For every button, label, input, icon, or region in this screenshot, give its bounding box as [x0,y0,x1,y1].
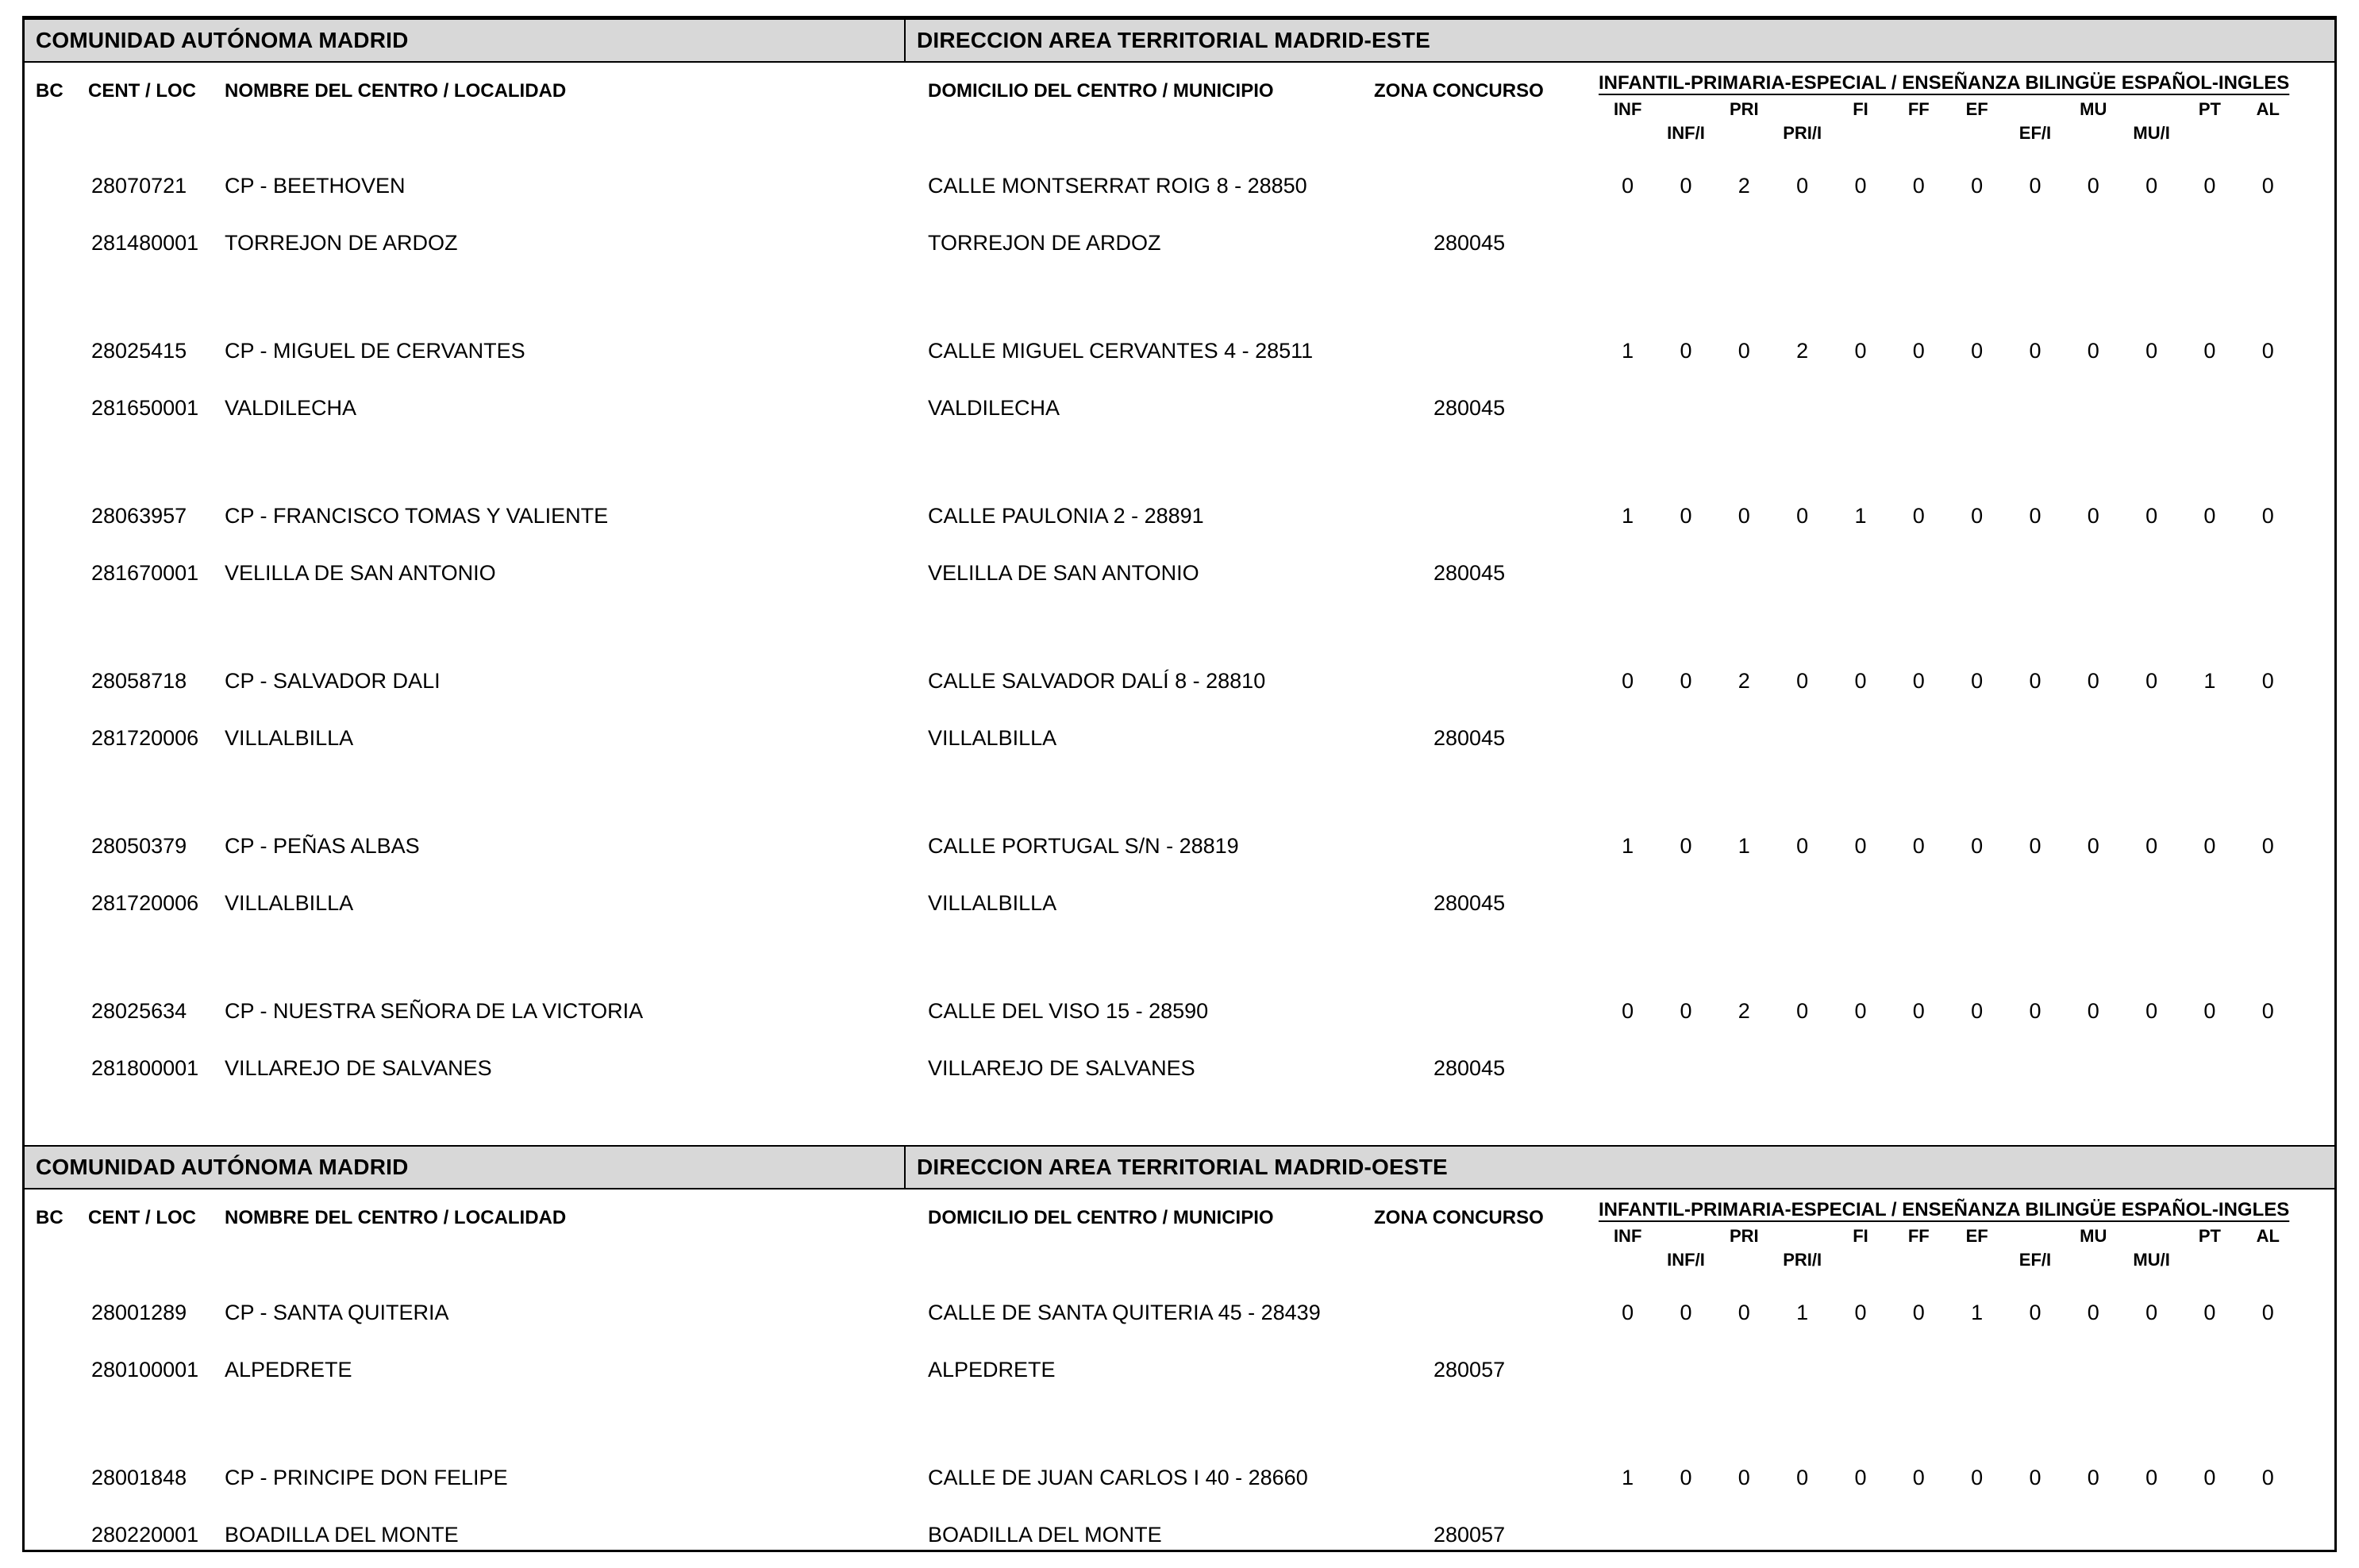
vacancy-count: 1 [1622,504,1634,528]
vacancy-count: 1 [1971,1301,1984,1324]
vacancy-report-sheet [22,16,2337,1552]
vacancy-values-row [1599,1301,2297,1325]
section-header-bar [25,1145,2334,1189]
center-code: 28070721 [91,174,187,198]
subcol-label: INF [1613,99,1642,119]
subcol-label: FF [1907,1226,1930,1246]
subcol-label: INF/I [1667,1250,1705,1270]
school-entry [25,650,2334,815]
vacancy-count: 0 [1622,669,1634,693]
school-name: CP - BEETHOVEN [225,174,406,198]
locality-code: 280220001 [91,1523,199,1547]
school-name-column-label: NOMBRE DEL CENTRO / LOCALIDAD [225,80,567,102]
vacancy-count: 0 [1971,504,1984,528]
vacancy-count: 0 [2087,1301,2099,1324]
school-name: CP - NUESTRA SEÑORA DE LA VICTORIA [225,999,644,1023]
school-entry [25,1447,2334,1552]
vacancy-count: 1 [1622,834,1634,858]
vacancy-count: 0 [1971,339,1984,363]
vacancy-count: 0 [1622,174,1634,198]
zona-concurso-code: 280057 [1433,1523,1506,1547]
school-entry [25,320,2334,485]
subcol-label: MU/I [2133,1250,2170,1270]
vacancy-count: 0 [2029,339,2042,363]
zona-concurso-column-label: ZONA CONCURSO [1374,80,1544,102]
vacancy-count: 0 [1854,174,1867,198]
vacancy-count: 1 [2203,669,2216,693]
vacancy-values-row [1599,339,2297,363]
subcol-label: MU [2080,99,2107,119]
center-code: 28050379 [91,834,187,858]
vacancy-count: 0 [1738,1301,1750,1324]
subcol-label: INF/I [1667,123,1705,143]
school-name: CP - SANTA QUITERIA [225,1301,449,1324]
school-address: CALLE SALVADOR DALÍ 8 - 28810 [928,669,1266,693]
vacancy-count: 0 [2203,1301,2216,1324]
subcol-label: FI [1853,99,1868,119]
school-address: CALLE MONTSERRAT ROIG 8 - 28850 [928,174,1307,198]
vacancy-count: 0 [2029,834,2042,858]
vacancy-count: 0 [1912,999,1925,1023]
vacancy-count: 0 [2145,339,2158,363]
vacancy-values-row [1599,504,2297,528]
center-code: 28025634 [91,999,187,1023]
subcol-label: AL [2256,99,2280,119]
vacancy-count: 0 [2145,1301,2158,1324]
vacancy-count: 0 [1912,339,1925,363]
school-name: CP - MIGUEL DE CERVANTES [225,339,525,363]
subcol-label: MU/I [2133,123,2170,143]
address-column-label: DOMICILIO DEL CENTRO / MUNICIPIO [928,1207,1274,1228]
vacancy-count: 0 [1854,1301,1867,1324]
vacancy-count: 0 [1738,339,1750,363]
school-entry [25,485,2334,650]
vacancy-count: 0 [2029,1466,2042,1489]
locality-name: ALPEDRETE [225,1358,352,1382]
subcol-label: PT [2198,1226,2221,1246]
zona-concurso-code: 280045 [1433,396,1506,420]
vacancy-count: 1 [1796,1301,1809,1324]
subcol-label: PRI/I [1783,123,1822,143]
zona-concurso-code: 280045 [1433,561,1506,585]
vacancy-values-row [1599,669,2297,694]
school-entry [25,980,2334,1145]
vacancy-count: 0 [1680,834,1692,858]
subcol-label: FF [1907,99,1930,119]
specialty-subcolumn-row [1599,1226,2297,1270]
vacancy-count: 0 [1912,669,1925,693]
subcol-label: PT [2198,99,2221,119]
vacancy-count: 0 [1738,504,1750,528]
locality-code: 281720006 [91,891,199,915]
bc-column-label: BC [36,1207,63,1228]
municipality-name: VILLALBILLA [928,891,1057,915]
school-name-column-label: NOMBRE DEL CENTRO / LOCALIDAD [225,1207,567,1228]
municipality-name: VELILLA DE SAN ANTONIO [928,561,1199,585]
vacancy-count: 0 [2203,504,2216,528]
subcol-label: EF [1965,99,1988,119]
community-label: COMUNIDAD AUTÓNOMA MADRID [36,28,409,52]
municipality-name: TORREJON DE ARDOZ [928,231,1161,255]
school-address: CALLE PAULONIA 2 - 28891 [928,504,1204,528]
vacancy-count: 0 [1680,174,1692,198]
vacancy-count: 0 [1912,174,1925,198]
community-label: COMUNIDAD AUTÓNOMA MADRID [36,1155,409,1179]
vacancy-count: 0 [2029,504,2042,528]
locality-code: 281800001 [91,1056,199,1080]
vacancy-count: 0 [2087,504,2099,528]
section-entries [25,1282,2334,1552]
subcol-label: PRI/I [1783,1250,1822,1270]
municipality-name: ALPEDRETE [928,1358,1056,1382]
vacancy-count: 0 [2087,174,2099,198]
vacancy-count: 0 [2145,669,2158,693]
school-address: CALLE DE SANTA QUITERIA 45 - 28439 [928,1301,1321,1324]
vacancy-count: 1 [1622,339,1634,363]
vacancy-count: 0 [2145,999,2158,1023]
vacancy-values-row [1599,999,2297,1024]
subcol-label: PRI [1729,99,1759,119]
bilingual-group-header: INFANTIL-PRIMARIA-ESPECIAL / ENSEÑANZA BILINGÜE ESPAÑOL-INGLES [1599,1199,2290,1220]
locality-code: 281650001 [91,396,199,420]
vacancy-count: 0 [1680,999,1692,1023]
subcol-label: MU [2080,1226,2107,1246]
vacancy-count: 0 [2203,999,2216,1023]
vacancy-count: 0 [1680,1466,1692,1489]
vacancy-count: 0 [1854,834,1867,858]
subcol-label: PRI [1729,1226,1759,1246]
school-address: CALLE MIGUEL CERVANTES 4 - 28511 [928,339,1314,363]
subcol-label: EF/I [2018,123,2052,143]
vacancy-count: 0 [2261,669,2274,693]
vacancy-count: 0 [2087,999,2099,1023]
subcol-label: AL [2256,1226,2280,1246]
subcol-label: EF/I [2018,1250,2052,1270]
school-address: CALLE DEL VISO 15 - 28590 [928,999,1209,1023]
zona-concurso-code: 280045 [1433,231,1506,255]
vacancy-count: 0 [1680,669,1692,693]
vacancy-count: 0 [2087,669,2099,693]
municipality-name: BOADILLA DEL MONTE [928,1523,1162,1547]
territorial-direction-label: DIRECCION AREA TERRITORIAL MADRID-ESTE [904,20,2334,61]
vacancy-count: 0 [2145,174,2158,198]
vacancy-count: 0 [2261,504,2274,528]
vacancy-count: 0 [2145,504,2158,528]
school-name: CP - FRANCISCO TOMAS Y VALIENTE [225,504,609,528]
locality-name: VILLALBILLA [225,891,354,915]
vacancy-values-row [1599,834,2297,859]
school-name: CP - PRINCIPE DON FELIPE [225,1466,508,1489]
vacancy-count: 0 [1854,1466,1867,1489]
locality-code: 281720006 [91,726,199,750]
school-address: CALLE PORTUGAL S/N - 28819 [928,834,1239,858]
vacancy-count: 0 [1912,1466,1925,1489]
vacancy-count: 0 [2087,1466,2099,1489]
school-entry [25,815,2334,980]
vacancy-count: 0 [2203,339,2216,363]
vacancy-count: 0 [2203,174,2216,198]
zona-concurso-code: 280045 [1433,1056,1506,1080]
vacancy-count: 0 [2029,669,2042,693]
locality-code: 281670001 [91,561,199,585]
vacancy-count: 0 [2087,834,2099,858]
vacancy-count: 0 [2261,174,2274,198]
cent-loc-column-label: CENT / LOC [88,1207,196,1228]
school-entry [25,1282,2334,1447]
center-code: 28063957 [91,504,187,528]
municipality-name: VILLALBILLA [928,726,1057,750]
vacancy-count: 0 [1796,174,1809,198]
vacancy-count: 0 [2087,339,2099,363]
vacancy-count: 0 [1971,669,1984,693]
vacancy-count: 0 [1912,504,1925,528]
vacancy-count: 0 [1796,669,1809,693]
vacancy-count: 0 [1738,1466,1750,1489]
zona-concurso-code: 280045 [1433,726,1506,750]
vacancy-count: 0 [2203,834,2216,858]
bilingual-group-header: INFANTIL-PRIMARIA-ESPECIAL / ENSEÑANZA BILINGÜE ESPAÑOL-INGLES [1599,72,2290,94]
locality-name: TORREJON DE ARDOZ [225,231,458,255]
vacancy-count: 0 [2203,1466,2216,1489]
vacancy-values-row [1599,1466,2297,1490]
center-code: 28001289 [91,1301,187,1324]
cent-loc-column-label: CENT / LOC [88,80,196,102]
bc-column-label: BC [36,80,63,102]
zona-concurso-code: 280057 [1433,1358,1506,1382]
territorial-direction-label: DIRECCION AREA TERRITORIAL MADRID-OESTE [904,1147,2334,1188]
vacancy-count: 0 [1796,999,1809,1023]
vacancy-count: 0 [2029,999,2042,1023]
vacancy-count: 0 [1971,999,1984,1023]
locality-name: VILLAREJO DE SALVANES [225,1056,492,1080]
vacancy-count: 0 [1971,174,1984,198]
subcol-label: EF [1965,1226,1988,1246]
vacancy-count: 2 [1738,669,1750,693]
vacancy-count: 1 [1622,1466,1634,1489]
municipality-name: VALDILECHA [928,396,1060,420]
specialty-subcolumn-row [1599,99,2297,144]
center-code: 28058718 [91,669,187,693]
vacancy-count: 0 [2261,339,2274,363]
vacancy-count: 0 [2261,834,2274,858]
vacancy-count: 0 [1796,834,1809,858]
vacancy-count: 0 [2145,834,2158,858]
column-header-row [25,1189,2334,1282]
vacancy-count: 0 [2029,1301,2042,1324]
zona-concurso-column-label: ZONA CONCURSO [1374,1207,1544,1228]
vacancy-count: 0 [1796,1466,1809,1489]
vacancy-count: 0 [1680,339,1692,363]
vacancy-count: 0 [1912,834,1925,858]
vacancy-count: 0 [1854,339,1867,363]
vacancy-count: 0 [1796,504,1809,528]
municipality-name: VILLAREJO DE SALVANES [928,1056,1195,1080]
school-name: CP - SALVADOR DALI [225,669,441,693]
vacancy-count: 1 [1854,504,1867,528]
locality-name: BOADILLA DEL MONTE [225,1523,459,1547]
subcol-label: FI [1853,1226,1868,1246]
vacancy-count: 0 [1680,1301,1692,1324]
vacancy-count: 0 [1971,1466,1984,1489]
vacancy-count: 0 [2145,1466,2158,1489]
vacancy-count: 0 [1854,669,1867,693]
vacancy-count: 0 [1680,504,1692,528]
vacancy-count: 0 [1622,999,1634,1023]
locality-code: 281480001 [91,231,199,255]
vacancy-count: 0 [1912,1301,1925,1324]
school-entry [25,155,2334,320]
vacancy-count: 2 [1796,339,1809,363]
vacancy-count: 0 [1971,834,1984,858]
vacancy-count: 2 [1738,174,1750,198]
locality-name: VILLALBILLA [225,726,354,750]
column-header-row [25,63,2334,155]
zona-concurso-code: 280045 [1433,891,1506,915]
vacancy-count: 0 [1854,999,1867,1023]
territorial-section [25,18,2334,1145]
vacancy-count: 0 [2029,174,2042,198]
school-address: CALLE DE JUAN CARLOS I 40 - 28660 [928,1466,1308,1489]
center-code: 28001848 [91,1466,187,1489]
territorial-section [25,1145,2334,1552]
vacancy-count: 0 [2261,1466,2274,1489]
address-column-label: DOMICILIO DEL CENTRO / MUNICIPIO [928,80,1274,102]
vacancy-count: 0 [2261,999,2274,1023]
section-header-bar [25,18,2334,63]
center-code: 28025415 [91,339,187,363]
locality-name: VALDILECHA [225,396,357,420]
subcol-label: INF [1613,1226,1642,1246]
vacancy-count: 0 [2261,1301,2274,1324]
locality-name: VELILLA DE SAN ANTONIO [225,561,496,585]
section-entries [25,155,2334,1145]
vacancy-count: 0 [1622,1301,1634,1324]
locality-code: 280100001 [91,1358,199,1382]
vacancy-values-row [1599,174,2297,198]
vacancy-count: 1 [1738,834,1750,858]
school-name: CP - PEÑAS ALBAS [225,834,420,858]
vacancy-count: 2 [1738,999,1750,1023]
